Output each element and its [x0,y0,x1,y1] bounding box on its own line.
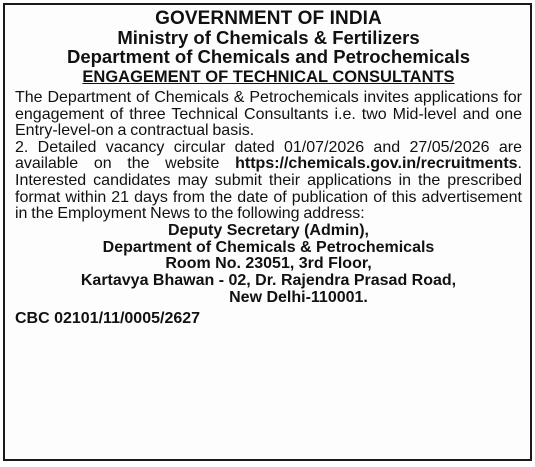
cbc-code: CBC 02101/11/0005/2627 [15,309,201,327]
government-heading: GOVERNMENT OF INDIA [155,8,382,29]
address-line-designation: Deputy Secretary (Admin), [168,221,369,239]
department-heading: Department of Chemicals and Petrochemicals [66,46,471,67]
ministry-heading: Ministry of Chemicals & Fertilizers [117,27,420,48]
postal-address [15,223,522,307]
intro-paragraph: The Department of Chemicals & Petrochemicals invites applications for engagement of three Technical Consultants i.e. two Mid-level and one Entry-level-on a contractual basis. [15,89,522,140]
address-line-building: Kartavya Bhawan - 02, Dr. Rajendra Prasad Road, [80,272,457,290]
recruitment-notice [3,3,532,461]
details-text-start: 2. Detailed vacancy circular dated 01/07/2026 and 27/05/2026 are available on the website [15,138,522,173]
recruitment-link[interactable]: https://chemicals.gov.in/recruitments [235,155,518,173]
details-text-end: . Interested candidates may submit their applications in the prescribed format within 21 days from the date of publication of this advertisement in the Employment News to the following address: [15,155,522,223]
address-line-room: Room No. 23051, 3rd Floor, [165,255,372,273]
address-line-city: New Delhi-110001. [229,288,368,306]
details-paragraph [15,140,522,223]
address-line-department: Department of Chemicals & Petrochemicals [102,238,435,256]
notice-title: ENGAGEMENT OF TECHNICAL CONSULTANTS [82,68,455,86]
